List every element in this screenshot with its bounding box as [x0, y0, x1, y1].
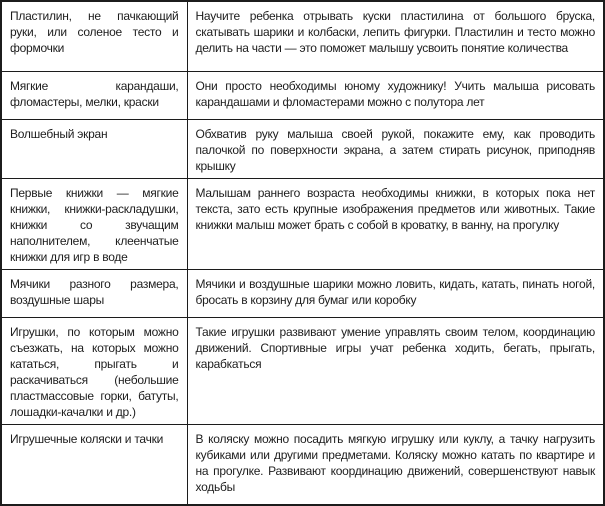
toy-name-cell: Мягкие карандаши, фломастеры, мелки, краски: [1, 71, 187, 119]
toy-usage-cell: Обхватив руку малыша своей рукой, покажите ему, как проводить палочкой по поверхности экрана, а затем стирать рисунок, приподняв крышку: [187, 119, 604, 178]
table-row: [1, 71, 604, 119]
toy-name-cell: Первые книжки — мягкие книжки, книжки-раскладушки, книжки со звучащим наполнителем, клеенчатые книжки для игр в воде: [1, 178, 187, 269]
toy-usage-cell: Научите ребенка отрывать куски пластилина от большого бруска, скатывать шарики и колбаски, лепить фигурки. Пластилин и тесто можно делить на части — это поможет малышу усвоить понятие количества: [187, 1, 604, 71]
toy-name-cell: Волшебный экран: [1, 119, 187, 178]
toy-usage-cell: Мячики и воздушные шарики можно ловить, кидать, катать, пинать ногой, бросать в корзину для бумаг или коробку: [187, 269, 604, 317]
toy-name-cell: Пластилин, не пачкающий руки, или соленое тесто и формочки: [1, 1, 187, 71]
toy-usage-cell: Малышам раннего возраста необходимы книжки, в которых пока нет текста, зато есть крупные изображения предметов или животных. Такие книжки малыш может брать с собой в кроватку, в ванну, на прогулку: [187, 178, 604, 269]
table-row: [1, 424, 604, 505]
toy-usage-cell: Они просто необходимы юному художнику! Учить малыша рисовать карандашами и фломастерами можно с полутора лет: [187, 71, 604, 119]
toy-usage-cell: В коляску можно посадить мягкую игрушку или куклу, а тачку нагрузить кубиками или другими предметами. Коляску можно катать по квартире и на прогулке. Развивают координацию движений, совершенствуют навык ходьбы: [187, 424, 604, 505]
toy-name-cell: Игрушечные коляски и тачки: [1, 424, 187, 505]
table-row: [1, 1, 604, 71]
table-row: [1, 269, 604, 317]
toy-name-cell: Игрушки, по которым можно съезжать, на которых можно кататься, прыгать и раскачиваться (небольшие пластмассовые горки, батуты, лошадки-качалки и др.): [1, 317, 187, 424]
table-row: [1, 317, 604, 424]
table-row: [1, 178, 604, 269]
toy-usage-cell: Такие игрушки развивают умение управлять своим телом, координацию движений. Спортивные игры учат ребенка ходить, бегать, прыгать, карабкаться: [187, 317, 604, 424]
toy-name-cell: Мячики разного размера, воздушные шары: [1, 269, 187, 317]
table-row: [1, 119, 604, 178]
